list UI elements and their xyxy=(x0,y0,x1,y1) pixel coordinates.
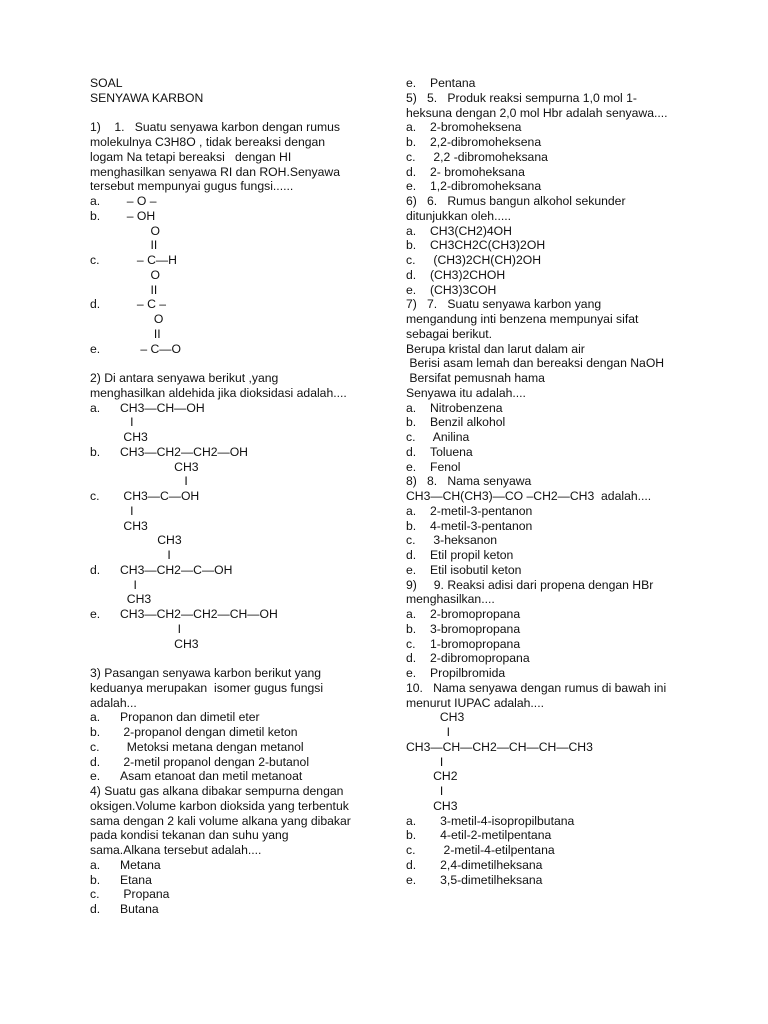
option-e: e. Etil isobutil keton xyxy=(406,562,522,577)
option-c: c. (CH3)2CH(CH)2OH xyxy=(406,253,542,267)
question-stem: pada kondisi tekanan dan suhu yang xyxy=(90,828,289,843)
question-stem: menurut IUPAC adalah.... xyxy=(406,695,544,710)
structural-formula: CH3 xyxy=(406,710,465,725)
option-d: d. – C – xyxy=(90,297,167,312)
question-stem: logam Na tetapi bereaksi dengan HI xyxy=(90,149,292,164)
question-stem: keduanya merupakan isomer gugus fungsi xyxy=(90,680,324,695)
question-stem: 10. Nama senyawa dengan rumus di bawah ini xyxy=(406,680,667,695)
question-stem: menghasilkan aldehida jika dioksidasi adalah.... xyxy=(90,385,347,400)
option-b: b. Etana xyxy=(90,872,152,887)
question-stem: 3) Pasangan senyawa karbon berikut yang xyxy=(90,666,322,680)
question-stem: mengandung inti benzena mempunyai sifat xyxy=(406,312,639,326)
question-5 xyxy=(406,91,706,194)
question-stem: oksigen.Volume karbon dioksida yang terbentuk xyxy=(90,798,349,813)
question-6 xyxy=(406,194,706,297)
structural-formula: CH3—CH—CH2—CH—CH—CH3 xyxy=(406,739,593,754)
question-stem: sama.Alkana tersebut adalah.... xyxy=(90,843,262,857)
option-b: b. 2,2-dibromoheksena xyxy=(406,135,542,149)
question-9 xyxy=(406,578,706,681)
doc-subtitle: SENYAWA KARBON xyxy=(90,90,204,105)
option-a: a. Metana xyxy=(90,857,161,872)
option-e: e. 1,2-dibromoheksana xyxy=(406,179,542,194)
question-stem: menghasilkan.... xyxy=(406,592,495,607)
question-stem: 2) Di antara senyawa berikut ,yang xyxy=(90,371,279,385)
option-a: a. CH3(CH2)4OH xyxy=(406,223,512,238)
option-d: d. (CH3)2CHOH xyxy=(406,267,506,282)
question-stem: Senyawa itu adalah.... xyxy=(406,385,526,400)
option-b: b. 2-propanol dengan dimetil keton xyxy=(90,725,298,739)
question-stem: menghasilkan senyawa RI dan ROH.Senyawa xyxy=(90,164,340,179)
option-b: b. Benzil alkohol xyxy=(406,415,506,430)
option-d: d. CH3—CH2—C—OH xyxy=(90,562,233,577)
option-c: c. – C—H xyxy=(90,253,177,267)
option-e: e. CH3—CH2—CH2—CH—OH xyxy=(90,607,278,621)
question-stem: 6) 6. Rumus bangun alkohol sekunder xyxy=(406,194,626,208)
question-stem: Bersifat pemusnah hama xyxy=(406,371,545,385)
option-b: b. – OH xyxy=(90,208,156,223)
option-d: d. 2,4-dimetilheksana xyxy=(406,857,543,872)
question-stem: tersebut mempunyai gugus fungsi...... xyxy=(90,179,294,194)
option-d: d. 2-dibromopropana xyxy=(406,651,530,666)
question-10 xyxy=(406,681,706,888)
doc-title: SOAL xyxy=(90,76,123,90)
structural-formula: I xyxy=(406,754,444,769)
question-stem: 9) 9. Reaksi adisi dari propena dengan HBr xyxy=(406,577,654,592)
option-e: e. Fenol xyxy=(406,459,461,474)
option-e: e. – C—O xyxy=(90,341,181,356)
option-d: d. Butana xyxy=(90,902,159,916)
option-e: e. Pentana xyxy=(406,76,476,90)
option-c: c. Anilina xyxy=(406,430,470,444)
question-stem: Berupa kristal dan larut dalam air xyxy=(406,341,585,356)
structural-formula: CH3 xyxy=(406,798,458,813)
option-a: a. 2-bromoheksena xyxy=(406,120,522,135)
question-3 xyxy=(90,666,380,784)
question-stem: CH3—CH(CH3)—CO –CH2—CH3 adalah.... xyxy=(406,489,652,503)
right-column xyxy=(406,76,706,887)
question-stem: adalah... xyxy=(90,695,137,710)
option-a: a. – O – xyxy=(90,194,157,208)
option-e: e. Propilbromida xyxy=(406,666,506,680)
question-stem: heksuna dengan 2,0 mol Hbr adalah senyawa.... xyxy=(406,105,668,120)
option-a: a. 3-metil-4-isopropilbutana xyxy=(406,813,575,828)
question-stem: ditunjukkan oleh..... xyxy=(406,208,512,223)
option-e: e. (CH3)3COH xyxy=(406,282,497,297)
question-stem: 8) 8. Nama senyawa xyxy=(406,474,532,489)
option-d: d. Etil propil keton xyxy=(406,548,514,562)
question-stem: sama dengan 2 kali volume alkana yang dibakar xyxy=(90,813,351,828)
option-a: a. CH3—CH—OH xyxy=(90,400,205,415)
question-stem: Berisi asam lemah dan bereaksi dengan NaOH xyxy=(406,356,665,371)
question-1: 1) 1. Suatu senyawa karbon dengan rumus molekulnya C3H8O , tidak bereaksi dengan logam Na tetapi bereaksi dengan HI menghasilkan senyawa RI dan ROH.Senyawa tersebut mempunyai gugus fungsi...... a. – O – b. – OH O II c. – C—H O II d. – C – O II e. – C—O xyxy=(90,120,380,356)
option-b: b. CH3—CH2—CH2—OH xyxy=(90,444,248,459)
option-b: b. CH3CH2C(CH3)2OH xyxy=(406,238,546,253)
question-stem: 5) 5. Produk reaksi sempurna 1,0 mol 1- xyxy=(406,90,637,105)
option-a: a. Nitrobenzena xyxy=(406,400,503,415)
option-b: b. 4-metil-3-pentanon xyxy=(406,518,533,533)
question-stem: molekulnya C3H8O , tidak bereaksi dengan xyxy=(90,135,326,149)
option-d: d. 2-metil propanol dengan 2-butanol xyxy=(90,754,310,769)
question-7 xyxy=(406,297,706,474)
structural-formula: I xyxy=(406,784,444,798)
question-stem: sebagai berikut. xyxy=(406,326,493,341)
question-8 xyxy=(406,474,706,577)
option-c: c. 3-heksanon xyxy=(406,533,498,548)
option-a: a. 2-bromopropana xyxy=(406,607,521,621)
option-a: a. Propanon dan dimetil eter xyxy=(90,710,260,725)
option-c: c. Metoksi metana dengan metanol xyxy=(90,739,304,754)
question-4 xyxy=(90,784,380,917)
left-column xyxy=(90,76,380,917)
question-stem: 7) 7. Suatu senyawa karbon yang xyxy=(406,297,602,312)
question-stem: 1) 1. Suatu senyawa karbon dengan rumus xyxy=(90,120,340,135)
option-d: d. 2- bromoheksana xyxy=(406,164,525,179)
option-c: c. 2,2 -dibromoheksana xyxy=(406,149,548,164)
structural-formula: I xyxy=(406,725,451,739)
option-c: c. 1-bromopropana xyxy=(406,636,521,651)
option-b: b. 3-bromopropana xyxy=(406,621,521,636)
option-b: b. 4-etil-2-metilpentana xyxy=(406,828,552,843)
question-stem: 4) Suatu gas alkana dibakar sempurna dengan xyxy=(90,784,344,798)
option-c: c. CH3—C—OH xyxy=(90,489,200,503)
option-e: e. Asam etanoat dan metil metanoat xyxy=(90,769,303,784)
structural-formula: CH2 xyxy=(406,769,458,784)
option-c: c. 2-metil-4-etilpentana xyxy=(406,843,555,857)
option-d: d. Toluena xyxy=(406,444,473,459)
option-e: e. 3,5-dimetilheksana xyxy=(406,872,543,887)
option-c: c. Propana xyxy=(90,887,170,902)
question-2: 2) Di antara senyawa berikut ,yang menghasilkan aldehida jika dioksidasi adalah.... a. CH3—CH—OH I CH3 b. CH3—CH2—CH2—OH CH3 I c. CH3—C—OH I CH3 CH3 I d. CH3—CH2—C—OH I CH3 e. CH3—CH2—CH2—CH—OH I CH3 xyxy=(90,371,380,651)
option-a: a. 2-metil-3-pentanon xyxy=(406,503,533,518)
